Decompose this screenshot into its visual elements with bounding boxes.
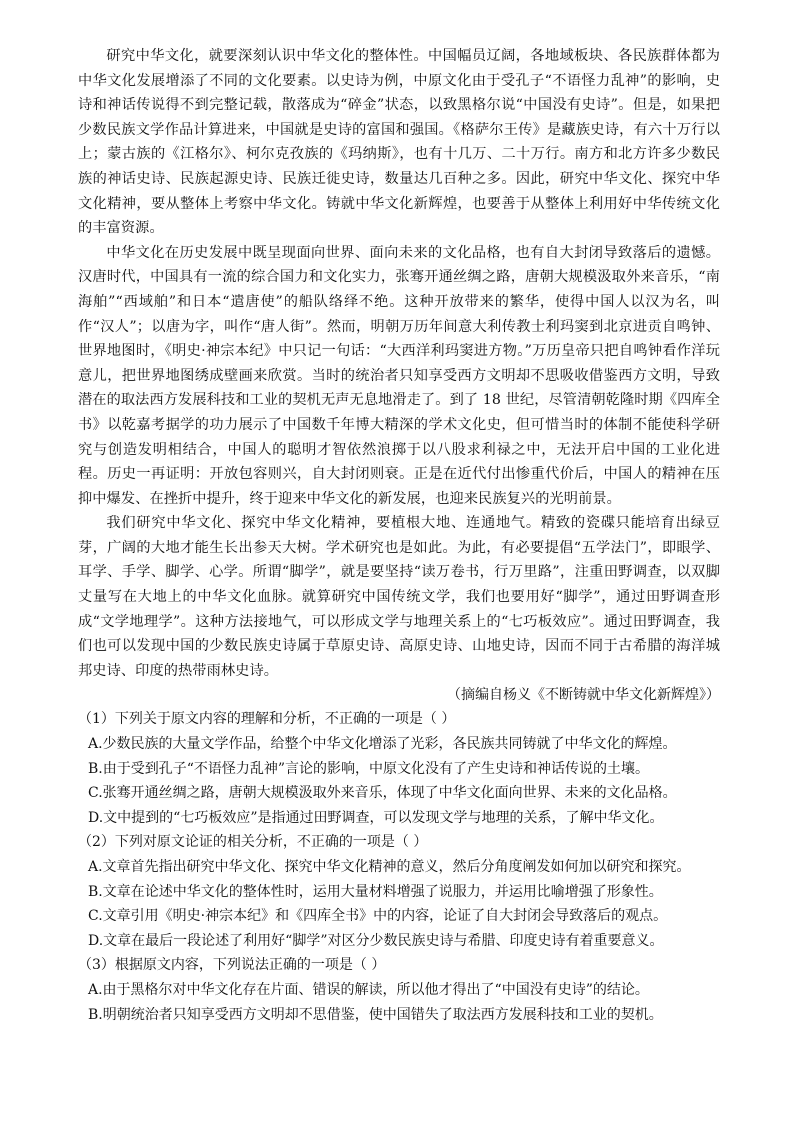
option-b: B.文章在论述中华文化的整体性时，运用大量材料增强了说服力，并运用比喻增强了形象性。	[88, 883, 663, 900]
question-2	[78, 830, 720, 953]
option-b: B.由于受到孔子“不语怪力乱神”言论的影响，中原文化没有了产生史诗和神话传说的土壤。	[88, 760, 650, 777]
option-a: A.由于黑格尔对中华文化存在片面、错误的解读，所以他才得出了“中国没有史诗”的结论。	[88, 981, 649, 998]
option-a: A.少数民族的大量文学作品，给整个中华文化增添了光彩，各民族共同铸就了中华文化的辉煌。	[88, 736, 677, 753]
option-d: D.文中提到的“七巧板效应”是指通过田野调查，可以发现文学与地理的关系，了解中华文化。	[88, 809, 664, 826]
question-stem: （1）下列关于原文内容的理解和分析，不正确的一项是（ ）	[78, 711, 456, 728]
option-a: A.文章首先指出研究中华文化、探究中华文化精神的意义，然后分角度阐发如何加以研究和探究。	[88, 859, 691, 875]
option-b: B.明朝统治者只知享受西方文明却不思借鉴，使中国错失了取法西方发展科技和工业的契机。	[88, 1006, 663, 1023]
reading-passage	[78, 44, 720, 707]
option-d: D.文章在最后一段论述了利用好“脚学”对区分少数民族史诗与希腊、印度史诗有着重要意义。	[88, 932, 664, 949]
passage-paragraph-3: 我们研究中华文化、探究中华文化精神，要植根大地、连通地气。精致的瓷碟只能培育出绿豆芽，广阔的大地才能生长出参天大树。学术研究也是如此。为此，有必要提倡“五学法门”，即眼学、耳学、手学、脚学、心学。所谓“脚学”，就是要坚持“读万卷书，行万里路”，注重田野调查，以双脚丈量写在大地上的中华文化血脉。就算研究中国传统文学，我们也要用好“脚学”，通过田野调查形成“文学地理学”。这种方法接地气，可以形成文学与地理关系上的“七巧板效应”。通过田野调查，我们也可以发现中国的少数民族史诗属于草原史诗、高原史诗、山地史诗，因而不同于古希腊的海洋城邦史诗、印度的热带雨林史诗。	[78, 515, 720, 679]
option-c: C.张骞开通丝绸之路，唐朝大规模汲取外来音乐，体现了中华文化面向世界、未来的文化品格。	[88, 785, 677, 802]
question-1	[78, 707, 720, 830]
passage-paragraph-1: 研究中华文化，就要深刻认识中华文化的整体性。中国幅员辽阔，各地域板块、各民族群体都为中华文化发展增添了不同的文化要素。以史诗为例，中原文化由于受孔子“不语怪力乱神”的影响，史诗和神话传说得不到完整记载，散落成为“碎金”状态，以致黑格尔说“中国没有史诗”。但是，如果把少数民族文学作品计算进来，中国就是史诗的富国和强国。《格萨尔王传》是藏族史诗，有六十万行以上；蒙古族的《江格尔》、柯尔克孜族的《玛纳斯》，也有十几万、二十万行。南方和北方许多少数民族的神话史诗、民族起源史诗、民族迁徙史诗，数量达几百种之多。因此，研究中华文化、探究中华文化精神，要从整体上考察中华文化。铸就中华文化新辉煌，也要善于从整体上利用好中华传统文化的丰富资源。	[78, 48, 720, 237]
question-stem: （3）根据原文内容，下列说法正确的一项是（ ）	[78, 957, 386, 974]
question-stem: （2）下列对原文论证的相关分析，不正确的一项是（ ）	[78, 834, 428, 851]
passage-paragraph-2: 中华文化在历史发展中既呈现面向世界、面向未来的文化品格，也有自大封闭导致落后的遗憾。汉唐时代，中国具有一流的综合国力和文化实力，张骞开通丝绸之路，唐朝大规模汲取外来音乐，“南海舶”“西域舶”和日本“遣唐使”的船队络绎不绝。这种开放带来的繁华，使得中国人以汉为名，叫作“汉人”；以唐为字，叫作“唐人街”。然而，明朝万历年间意大利传教士利玛窦到北京进贡自鸣钟、世界地图时，《明史·神宗本纪》中只记一句话：“大西洋利玛窦进方物。”万历皇帝只把自鸣钟看作洋玩意儿，把世界地图绣成壁画来欣赏。当时的统治者只知享受西方文明却不思吸收借鉴西方文明，导致潜在的取法西方发展科技和工业的契机无声无息地滑走了。到了 18 世纪，尽管清朝乾隆时期《四库全书》以乾嘉考据学的功力展示了中国数千年博大精深的学术文化史，但可惜当时的体制不能使科学研究与创造发明相结合，中国人的聪明才智依然浪掷于以八股求利禄之中，无法开启中国的工业化进程。历史一再证明：开放包容则兴，自大封闭则衰。正是在近代付出惨重代价后，中国人的精神在压抑中爆发、在挫折中提升，终于迎来中华文化的新发展，也迎来民族复兴的光明前景。	[78, 244, 720, 507]
option-c: C.文章引用《明史·神宗本纪》和《四库全书》中的内容，论证了自大封闭会导致落后的观点。	[88, 908, 668, 925]
passage-source: （摘编自杨义《不断铸就中华文化新辉煌》）	[447, 687, 720, 704]
document-page	[78, 44, 720, 1027]
question-3	[78, 953, 720, 1027]
